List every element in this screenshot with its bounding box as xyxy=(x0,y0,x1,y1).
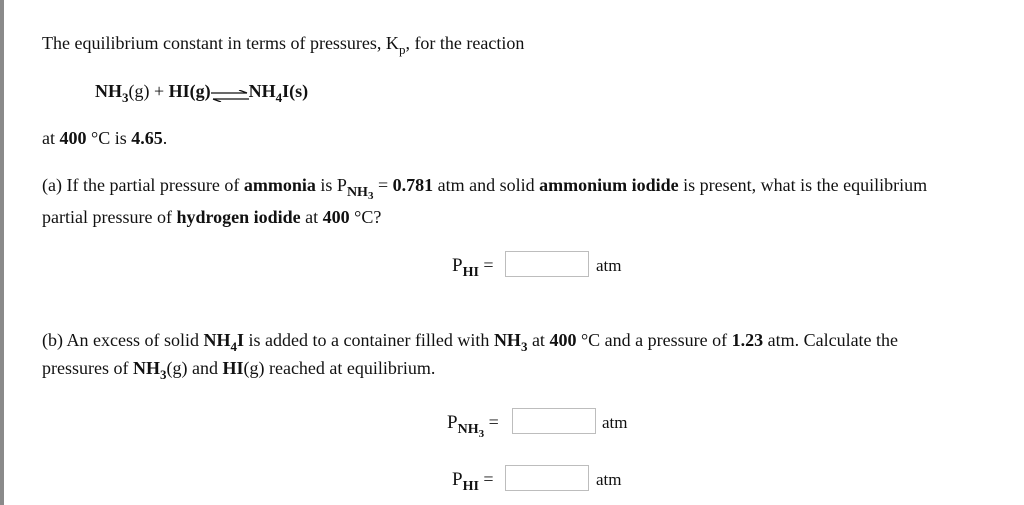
part-b-question-line1: (b) An excess of solid $NH_4I$ is added to a container filled with $NH_3$ at 400 °C and a pressure of 1.23 atm. Calculate the xyxy=(42,330,899,354)
reaction-equation: $NH_3(g) + HI(g)$ $NH_4I(s)$ xyxy=(95,81,309,105)
part-a-question-line1: (a) If the partial pressure of ammonia is $P_{NH_3} = 0.781$ atm and solid ammonium iodide is present, what is the equilibrium xyxy=(42,175,928,202)
part-b-question-line2: pressures of $NH_3(g)$ and HI(g) reached at equilibrium. xyxy=(42,358,436,382)
unit-label-a: atm xyxy=(596,256,622,275)
equilibrium-arrows-icon xyxy=(211,85,249,97)
unit-label-b1: atm xyxy=(602,413,628,432)
unit-label-b2: atm xyxy=(596,470,622,489)
intro-text: The equilibrium constant in terms of pressures, $K_p$, for the reaction xyxy=(42,33,525,57)
kp-statement: at 400 °C is 4.65. xyxy=(42,128,168,148)
part-a-answer-label: $P_{HI}$ = xyxy=(452,255,494,280)
p-nh3-input-b[interactable] xyxy=(512,408,596,434)
left-border xyxy=(0,0,4,505)
part-b-answer2-label: $P_{HI}$ = xyxy=(452,469,494,494)
p-hi-input-b[interactable] xyxy=(505,465,589,491)
part-a-question-line2: partial pressure of hydrogen iodide at 400 °C? xyxy=(42,207,382,227)
part-b-answer1-label: $P_{NH_3}$ = xyxy=(447,412,499,440)
p-hi-input-a[interactable] xyxy=(505,251,589,277)
